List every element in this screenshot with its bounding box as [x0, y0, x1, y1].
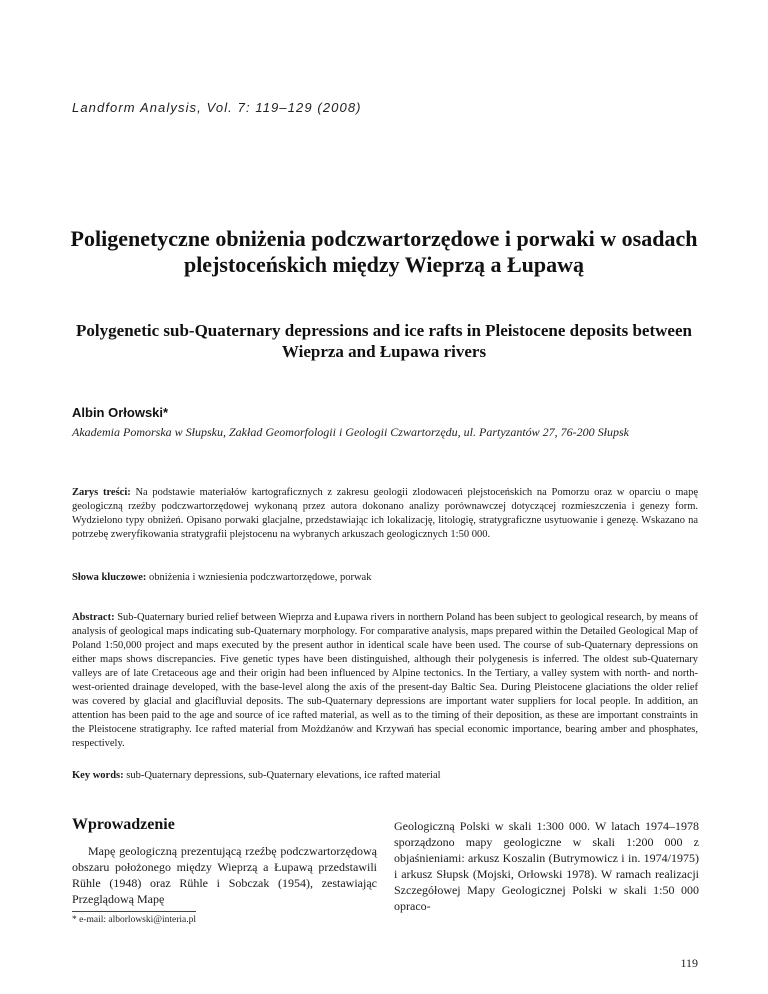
body-paragraph-left: Mapę geologiczną prezentującą rzeźbę podczwartorzędową obszaru położonego między Wieprzą a Łupawą przedstawili Rühle (1948) oraz Rühle i Sobczak (1954), zestawiając Przeglądową Mapę	[72, 844, 377, 906]
keywords-label: Key words:	[72, 770, 124, 781]
footnote-rule	[72, 911, 196, 912]
title-english: Polygenetic sub-Quaternary depressions and ice rafts in Pleistocene deposits between Wieprza and Łupawa rivers	[76, 321, 692, 361]
body-column-left	[72, 815, 377, 907]
keywords-text: sub-Quaternary depressions, sub-Quaternary elevations, ice rafted material	[126, 770, 441, 781]
zarys-tresci-block	[72, 486, 698, 542]
zarys-text: Na podstawie materiałów kartograficznych z zakresu geologii zlodowaceń plejstoceńskich na Pomorzu oraz w oparciu o mapę geologiczną rzeźby podczwartorzędowej wykonaną przez autora dokonano analizy porównawczej dotyczącej rozmieszczenia i genezy form. Wydzielono typy obniżeń. Opisano porwaki glacjalne, przedstawiając ich lokalizację, litologię, stratygraficzne usytuowanie i genezę. Wskazano na potrzebę zweryfikowania stratygrafii plejstocenu na wybranych arkuszach geologicznych 1:50 000.	[72, 487, 698, 540]
body-paragraph-right: Geologiczną Polski w skali 1:300 000. W latach 1974–1978 sporządzono mapy geologiczne w skali 1:200 000 z objaśnieniami: arkusz Koszalin (Butrymowicz i in. 1974/1975) i arkusz Słupsk (Mojski, Orłowski 1978). W ramach realizacji Szczegółowej Mapy Geologicznej Polski w skali 1:50 000 opraco-	[394, 819, 699, 913]
author-name: Albin Orłowski*	[72, 405, 169, 420]
slowa-kluczowe-text: obniżenia i wzniesienia podczwartorzędowe, porwak	[149, 572, 372, 583]
journal-header: Landform Analysis, Vol. 7: 119–129 (2008)	[72, 100, 362, 115]
author-affiliation: Akademia Pomorska w Słupsku, Zakład Geomorfologii i Geologii Czwartorzędu, ul. Partyzantów 27, 76-200 Słupsk	[72, 425, 629, 439]
abstract-block	[72, 611, 698, 751]
body-column-right	[394, 818, 699, 914]
keywords-block	[72, 769, 698, 783]
zarys-label: Zarys treści:	[72, 487, 131, 498]
page-number: 119	[680, 956, 698, 970]
section-heading: Wprowadzenie	[72, 816, 175, 833]
slowa-kluczowe-block	[72, 571, 698, 585]
abstract-text: Sub-Quaternary buried relief between Wieprza and Łupawa rivers in northern Poland has been subject to geological research, by means of analysis of geological maps indicating sub-Quaternary morphology. For comparative analysis, maps prepared within the Detailed Geological Map of Poland 1:50,000 project and maps executed by the present author in identical scale have been used. The course of sub-Quaternary depressions on either maps shows discrepancies. Five genetic types have been distinguished, although their polygenesis is inferred. The oldest sub-Quaternary valleys are of late Cretaceous age and their origin had been influenced by Alpine tectonics. In the Tertiary, a valley system with north- and north-west-oriented drainage developed, with the base-level along the axis of the present-day Baltic Sea. During Pleistocene glaciations the older relief was covered by glacial and glacifluvial deposits. The sub-Quaternary depressions are important water suppliers for local people. In addition, an attention has been paid to the age and source of ice rafted material, as well as to the timing of their deposition, as these are important constraints in the Pleistocene stratigraphy. Ice rafted material from Możdżanów and Krzywań has special economic importance, bearing amber and phosphates, respectively.	[72, 612, 698, 749]
slowa-kluczowe-label: Słowa kluczowe:	[72, 572, 147, 583]
title-polish: Poligenetyczne obniżenia podczwartorzędowe i porwaki w osadach plejstoceńskich między Wieprzą a Łupawą	[70, 226, 698, 277]
abstract-label: Abstract:	[72, 612, 115, 623]
footnote: * e-mail: alborlowski@interia.pl	[72, 915, 197, 925]
